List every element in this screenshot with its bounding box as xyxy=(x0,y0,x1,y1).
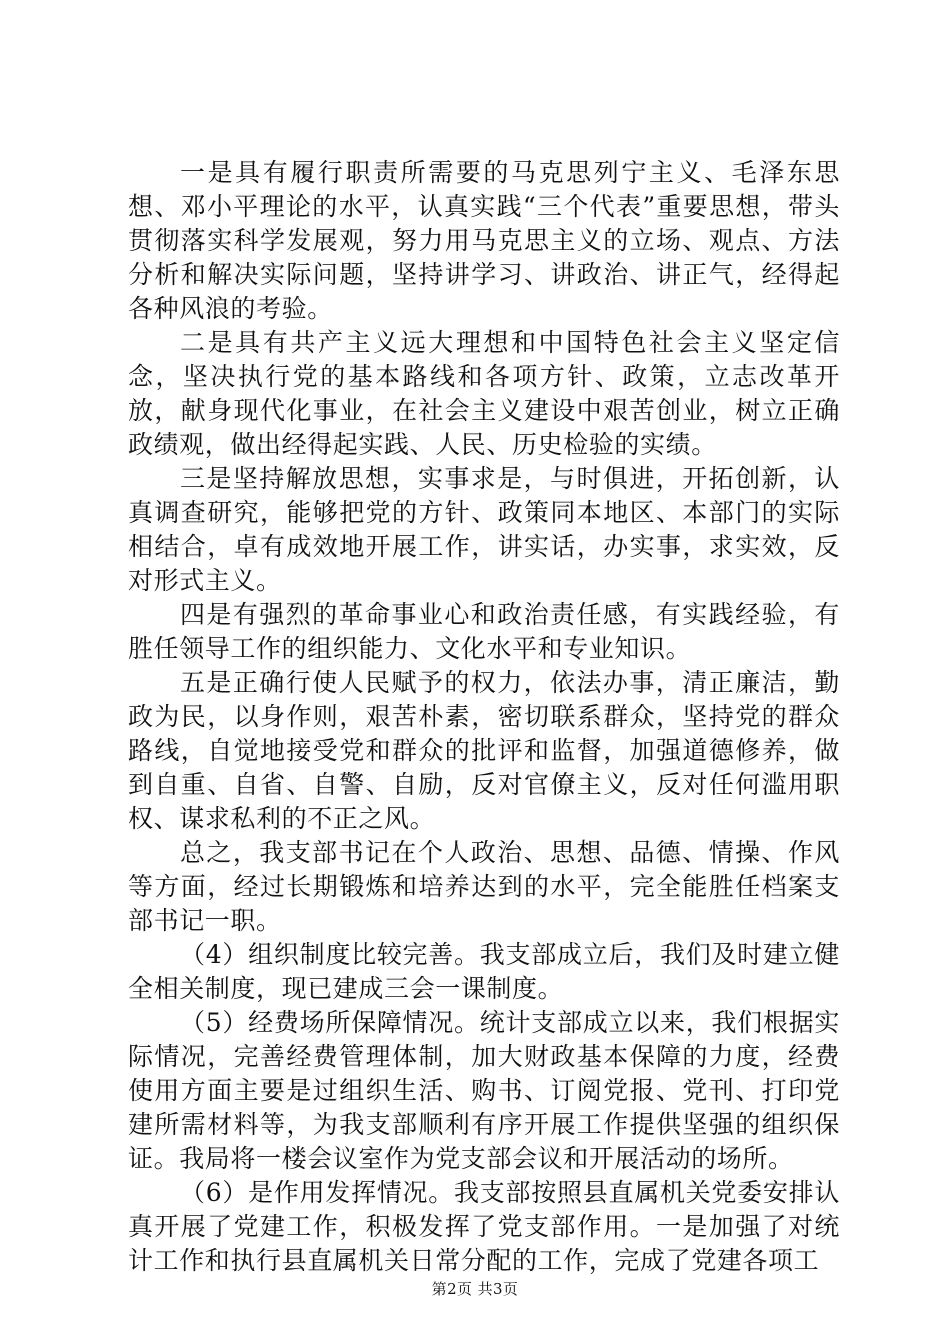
paragraph-3: 三是坚持解放思想，实事求是，与时俱进，开拓创新，认真调查研究，能够把党的方针、政策同本地区、本部门的实际相结合，卓有成效地开展工作，讲实话，办实事，求实效，反对形式主义。 xyxy=(128,464,840,595)
paragraph-5: 五是正确行使人民赋予的权力，依法办事，清正廉洁，勤政为民，以身作则，艰苦朴素，密切联系群众，坚持党的群众路线，自觉地接受党和群众的批评和监督，加强道德修养，做到自重、自省、自警、自励，反对官僚主义，反对任何滥用职权、谋求私利的不正之风。 xyxy=(128,668,840,833)
paragraph-6: 总之，我支部书记在个人政治、思想、品德、情操、作风等方面，经过长期锻炼和培养达到的水平，完全能胜任档案支部书记一职。 xyxy=(128,838,840,935)
paragraph-7: （4）组织制度比较完善。我支部成立后，我们及时建立健全相关制度，现已建成三会一课制度。 xyxy=(128,940,840,1003)
paragraph-8: （5）经费场所保障情况。统计支部成立以来，我们根据实际情况，完善经费管理体制，加大财政基本保障的力度，经费使用方面主要是过组织生活、购书、订阅党报、党刊、打印党建所需材料等，为我支部顺利有序开展工作提供坚强的组织保证。我局将一楼会议室作为党支部会议和开展活动的场所。 xyxy=(128,1008,840,1173)
document-body xyxy=(128,156,840,1278)
paragraph-1: 一是具有履行职责所需要的马克思列宁主义、毛泽东思想、邓小平理论的水平，认真实践“三个代表”重要思想，带头贯彻落实科学发展观，努力用马克思主义的立场、观点、方法分析和解决实际问题，坚持讲学习、讲政治、讲正气，经得起各种风浪的考验。 xyxy=(128,158,840,323)
page-number-footer: 第2页 共3页 xyxy=(431,1280,519,1298)
paragraph-9: （6）是作用发挥情况。我支部按照县直属机关党委安排认真开展了党建工作，积极发挥了党支部作用。一是加强了对统计工作和执行县直属机关日常分配的工作，完成了党建各项工 xyxy=(128,1178,840,1275)
paragraph-2: 二是具有共产主义远大理想和中国特色社会主义坚定信念，坚决执行党的基本路线和各项方针、政策，立志改革开放，献身现代化事业，在社会主义建设中艰苦创业，树立正确政绩观，做出经得起实践、人民、历史检验的实绩。 xyxy=(128,328,840,459)
paragraph-4: 四是有强烈的革命事业心和政治责任感，有实践经验，有胜任领导工作的组织能力、文化水平和专业知识。 xyxy=(128,600,840,663)
